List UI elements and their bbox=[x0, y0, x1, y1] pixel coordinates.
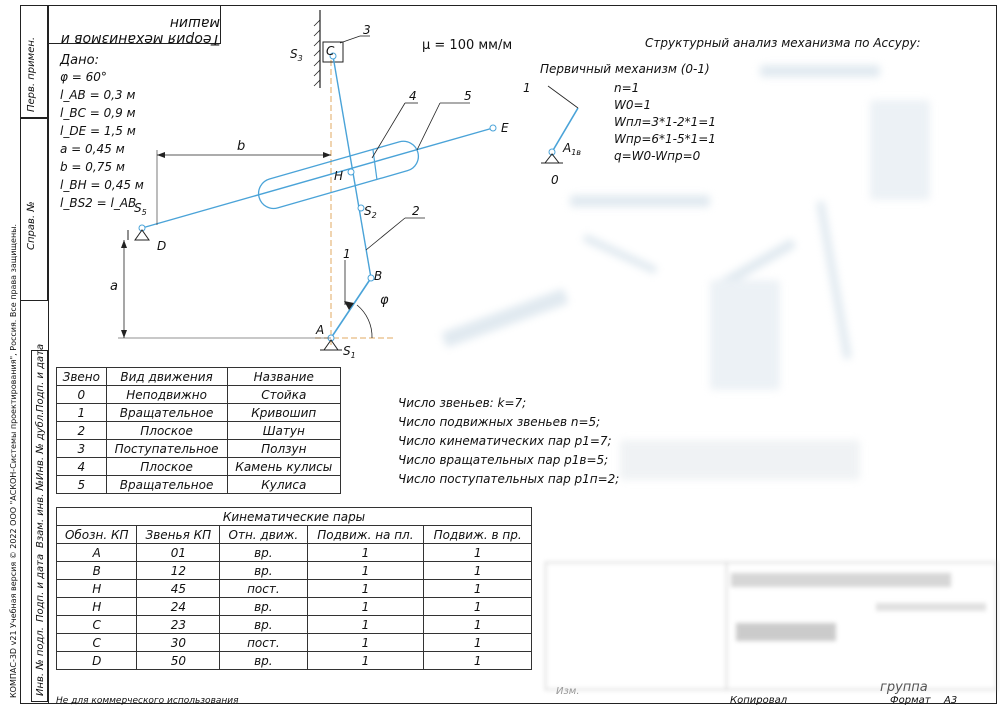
table-cell: H bbox=[57, 598, 137, 616]
table-cell: Ползун bbox=[227, 440, 340, 458]
label-b: b bbox=[237, 139, 246, 154]
table-cell: 1 bbox=[307, 598, 424, 616]
label-primary-1: 1 bbox=[523, 81, 531, 95]
table-cell: 01 bbox=[137, 544, 220, 562]
table-cell: 1 bbox=[424, 580, 532, 598]
label-D: D bbox=[157, 239, 167, 253]
side-label-perv: Перв. примен. bbox=[26, 36, 37, 112]
table-cell: D bbox=[57, 652, 137, 670]
pairs-header-cell: Подвиж. в пр. bbox=[424, 526, 532, 544]
given-line: l_AB = 0,3 м bbox=[60, 88, 136, 102]
label-3: 3 bbox=[363, 23, 371, 37]
table-cell: B bbox=[57, 562, 137, 580]
table-row bbox=[57, 580, 532, 598]
table-cell: 5 bbox=[57, 476, 107, 494]
side-label-sprav: Справ. № bbox=[26, 201, 37, 250]
table-cell: 23 bbox=[137, 616, 220, 634]
table-cell: Плоское bbox=[106, 458, 227, 476]
table-cell: 3 bbox=[57, 440, 107, 458]
links-header-cell: Звено bbox=[57, 368, 107, 386]
label-S5: $S_5$ bbox=[134, 201, 147, 217]
links-table bbox=[56, 367, 341, 494]
table-row bbox=[57, 422, 341, 440]
table-row bbox=[57, 598, 532, 616]
table-cell: H bbox=[57, 580, 137, 598]
pairs-header-cell: Подвиж. на пл. bbox=[307, 526, 424, 544]
table-cell: 24 bbox=[137, 598, 220, 616]
label-1: 1 bbox=[343, 247, 351, 261]
table-cell: 1 bbox=[424, 544, 532, 562]
table-cell: Неподвижно bbox=[106, 386, 227, 404]
assur-formula: Wпр=6*1-5*1=1 bbox=[614, 132, 716, 146]
footer-format: Формат bbox=[890, 695, 931, 706]
pairs-header-cell: Звенья КП bbox=[137, 526, 220, 544]
label-A: A bbox=[316, 323, 325, 337]
pairs-title: Кинематические пары bbox=[57, 508, 532, 526]
table-cell: Кулиса bbox=[227, 476, 340, 494]
table-cell: 1 bbox=[424, 652, 532, 670]
side-label-dubl: Инв. № дубл. bbox=[35, 411, 46, 480]
table-row bbox=[57, 616, 532, 634]
pairs-table bbox=[56, 507, 532, 670]
table-cell: 0 bbox=[57, 386, 107, 404]
label-H: H bbox=[334, 169, 344, 183]
given-line: a = 0,45 м bbox=[60, 142, 125, 156]
table-cell: Плоское bbox=[106, 422, 227, 440]
footer-group: группа bbox=[880, 680, 928, 695]
count-line: Число кинематических пар p1=7; bbox=[398, 434, 612, 448]
table-cell: вр. bbox=[220, 544, 307, 562]
pairs-header-cell: Обозн. КП bbox=[57, 526, 137, 544]
table-cell: Поступательное bbox=[106, 440, 227, 458]
title-stamp-text: Теория механизмов и машин bbox=[60, 15, 220, 47]
table-cell: Вращательное bbox=[106, 476, 227, 494]
label-5: 5 bbox=[464, 89, 472, 103]
table-row bbox=[57, 544, 532, 562]
given-line: φ = 60° bbox=[60, 70, 107, 84]
assur-formula: n=1 bbox=[614, 81, 640, 95]
given-block bbox=[60, 53, 144, 212]
label-B: B bbox=[374, 269, 383, 283]
count-line: Число звеньев: k=7; bbox=[398, 396, 527, 410]
table-cell: 50 bbox=[137, 652, 220, 670]
table-cell: вр. bbox=[220, 616, 307, 634]
links-header-cell: Вид движения bbox=[106, 368, 227, 386]
table-cell: 1 bbox=[424, 598, 532, 616]
table-cell: вр. bbox=[220, 598, 307, 616]
table-cell: 45 bbox=[137, 580, 220, 598]
title-block bbox=[545, 562, 997, 690]
label-2: 2 bbox=[412, 204, 420, 218]
table-row bbox=[57, 458, 341, 476]
assur-formula: Wпл=3*1-2*1=1 bbox=[614, 115, 716, 129]
given-line: l_BC = 0,9 м bbox=[60, 106, 136, 120]
table-row bbox=[57, 440, 341, 458]
table-cell: 12 bbox=[137, 562, 220, 580]
label-4: 4 bbox=[409, 89, 417, 103]
label-E: E bbox=[501, 121, 509, 135]
count-line: Число поступательных пар p1п=2; bbox=[398, 472, 620, 486]
table-cell: 1 bbox=[307, 652, 424, 670]
table-cell: A bbox=[57, 544, 137, 562]
table-cell: 1 bbox=[307, 544, 424, 562]
table-row bbox=[57, 634, 532, 652]
table-cell: вр. bbox=[220, 652, 307, 670]
count-line: Число подвижных звеньев n=5; bbox=[398, 415, 601, 429]
table-cell: 1 bbox=[307, 616, 424, 634]
table-cell: Стойка bbox=[227, 386, 340, 404]
table-cell: пост. bbox=[220, 634, 307, 652]
label-S1: $S_1$ bbox=[343, 344, 356, 360]
table-cell: Кривошип bbox=[227, 404, 340, 422]
table-cell: 1 bbox=[307, 580, 424, 598]
footer-left: Не для коммерческого использования bbox=[56, 696, 239, 706]
table-cell: 1 bbox=[307, 634, 424, 652]
table-row bbox=[57, 404, 341, 422]
footer-izm: Изм. bbox=[556, 686, 580, 697]
table-cell: 1 bbox=[57, 404, 107, 422]
table-cell: 1 bbox=[307, 562, 424, 580]
table-cell: 2 bbox=[57, 422, 107, 440]
count-line: Число вращательных пар p1в=5; bbox=[398, 453, 609, 467]
table-row bbox=[57, 476, 341, 494]
table-cell: 30 bbox=[137, 634, 220, 652]
table-cell: 1 bbox=[424, 562, 532, 580]
given-lines bbox=[60, 68, 144, 212]
footer-format-val: A3 bbox=[944, 695, 958, 706]
scale-mu: μ = 100 мм/м bbox=[422, 38, 513, 53]
given-line: l_BS2 = l_AB bbox=[60, 196, 137, 210]
label-C: C bbox=[326, 44, 335, 58]
given-line: b = 0,75 м bbox=[60, 160, 125, 174]
table-cell: 1 bbox=[424, 634, 532, 652]
table-cell: вр. bbox=[220, 562, 307, 580]
table-cell: C bbox=[57, 634, 137, 652]
side-label-vzam: Взам. инв. № bbox=[35, 480, 46, 548]
side-label-podp1: Подп. и дата bbox=[35, 343, 46, 412]
table-row bbox=[57, 386, 341, 404]
footer-copy: Копировал bbox=[730, 695, 788, 706]
assur-heading: Структурный анализ механизма по Ассуру: bbox=[645, 36, 921, 50]
table-cell: C bbox=[57, 616, 137, 634]
table-cell: 4 bbox=[57, 458, 107, 476]
table-row bbox=[57, 652, 532, 670]
pairs-header-cell: Отн. движ. bbox=[220, 526, 307, 544]
given-heading: Дано: bbox=[60, 53, 99, 68]
counts-block bbox=[398, 394, 619, 489]
label-S3: $S_3$ bbox=[290, 47, 303, 63]
vendor-text: КОМПАС-3D v21 Учебная версия © 2022 ООО "АСКОН-Системы проектирования", Россия. Все права защищены. bbox=[9, 223, 18, 698]
label-A1b: $A_{1в}$ bbox=[563, 141, 582, 157]
assur-primary: Первичный механизм (0-1) bbox=[540, 62, 710, 76]
label-a: a bbox=[110, 279, 118, 294]
table-cell: 1 bbox=[424, 616, 532, 634]
side-label-podl: Инв. № подл. bbox=[35, 627, 46, 696]
table-cell: Шатун bbox=[227, 422, 340, 440]
label-S2: $S_2$ bbox=[364, 204, 377, 220]
table-cell: пост. bbox=[220, 580, 307, 598]
table-cell: Камень кулисы bbox=[227, 458, 340, 476]
side-label-podp2: Подп. и дата bbox=[35, 553, 46, 622]
assur-formula: W0=1 bbox=[614, 98, 652, 112]
given-line: l_DE = 1,5 м bbox=[60, 124, 136, 138]
assur-formula: q=W0-Wпр=0 bbox=[614, 149, 701, 163]
links-header-cell: Название bbox=[227, 368, 340, 386]
given-line: l_BH = 0,45 м bbox=[60, 178, 144, 192]
label-zero: 0 bbox=[551, 173, 559, 187]
table-row bbox=[57, 562, 532, 580]
table-cell: Вращательное bbox=[106, 404, 227, 422]
label-phi: φ bbox=[380, 293, 389, 308]
